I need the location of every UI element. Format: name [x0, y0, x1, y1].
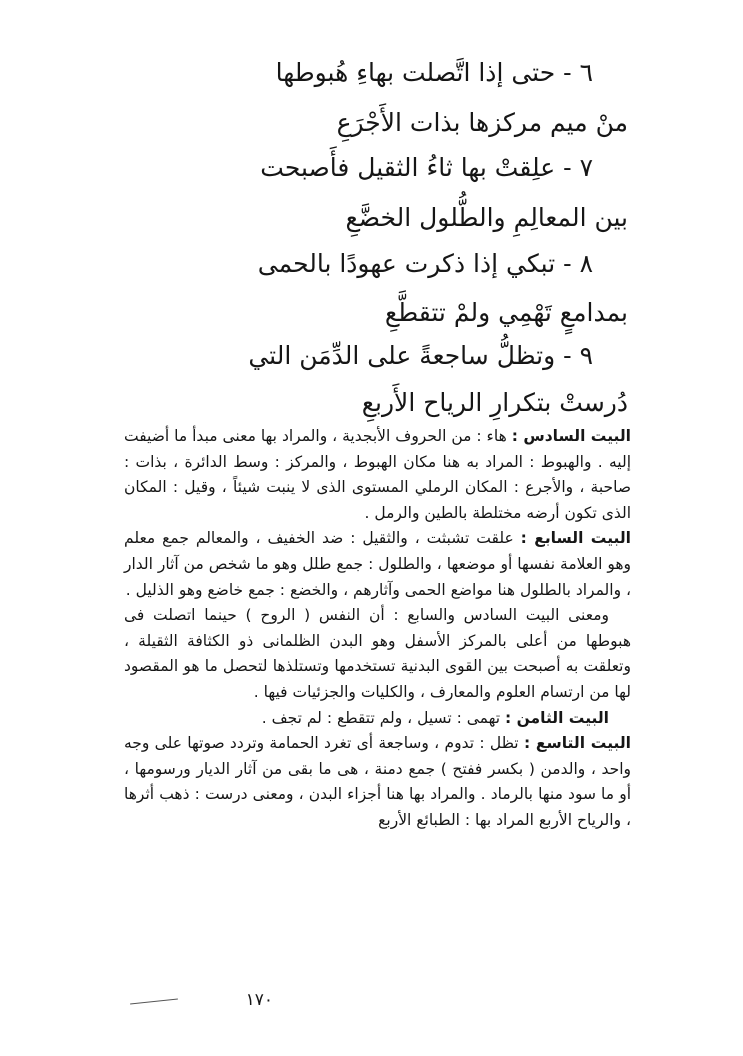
- verse-6-first-hemistich: [276, 55, 593, 91]
- verse-number: ٩: [579, 341, 593, 370]
- verse-text: - تبكي إذا ذكرت عهودًا بالحمى: [257, 249, 572, 278]
- page-number: ١٧٠: [245, 990, 273, 1010]
- verse-9-first-hemistich: [248, 338, 593, 374]
- verse-number: ٦: [579, 58, 593, 87]
- verse-text: - حتى إذا اتَّصلت بهاءِ هُبوطها: [275, 58, 572, 87]
- verse-number: ٨: [579, 249, 593, 278]
- commentary-block: [124, 424, 631, 834]
- commentary-heading: البيت السابع :: [520, 529, 631, 548]
- verse-text: - وتظلُّ ساجعةً على الدِّمَن التي: [248, 341, 572, 370]
- verse-8-first-hemistich: [258, 246, 593, 282]
- commentary-verse-6: [124, 424, 631, 526]
- page-footer: [130, 990, 613, 1030]
- verse-6-second-hemistich: منْ ميم مركزها بذات الأَجْرَعِ: [336, 108, 628, 137]
- commentary-heading: البيت السادس :: [511, 427, 631, 445]
- verse-text: - علِقتْ بها ثاءُ الثقيل فأَصبحت: [260, 153, 572, 182]
- verse-7-first-hemistich: [260, 150, 593, 186]
- verse-7-second-hemistich: بين المعالِمِ والطُّلول الخضَّعِ: [345, 203, 628, 232]
- commentary-verse-8: [124, 706, 631, 732]
- commentary-verse-7: [124, 526, 631, 603]
- commentary-text: تظل : تدوم ، وساجعة أى تغرد الحمامة وتردد صوتها على وجه واحد ، والدمن ( بكسر ففتح ) جمع دمنة ، هى ما بقى من آثار الديار ورسومها ، أو ما سود منها بالرماد . والمراد بها هنا أجزاء البدن ، ومعنى درست : ذهب أثرها ، والرياح الأربع المراد بها : الطبائع الأربع: [124, 734, 631, 829]
- verse-9-second-hemistich: دُرستْ بتكرارِ الرياح الأَربعِ: [361, 388, 628, 417]
- commentary-text: علقت تشبثت ، والثقيل : ضد الخفيف ، والمعالم جمع معلم وهو العلامة نفسها أو موضعها ، والطلول : جمع طلل وهو ما شخص من آثار الدار ، والمراد بالطلول هنا مواضع الحمى وآثارهم ، والخضع : جمع خاضع وهو الذليل .: [124, 529, 631, 599]
- commentary-heading: البيت التاسع :: [523, 734, 631, 753]
- commentary-verse-9: [124, 731, 631, 833]
- commentary-text: ومعنى البيت السادس والسابع : أن النفس ( الروح ) حينما اتصلت فى هبوطها من أعلى بالمركز الأسفل وهو البدن الظلمانى ذو الكثافة الثقيلة ، وتعلقت به أصبحت بين القوى البدنية تستخدمها وتستلذها لتحصل ما هو المقصود لها من ارتسام العلوم والمعارف ، والكليات والجزئيات فيها .: [124, 606, 631, 701]
- commentary-text: هاء : من الحروف الأبجدية ، والمراد بها معنى مبدأ ما أضيفت إليه . والهبوط : المراد به هنا مكان الهبوط ، والمركز : وسط الدائرة ، بذات : صاحبة ، والأجرع : المكان الرملي المستوى الذى لا ينبت شيئاً ، وقيل : المكان الذى تكون أرضه مختلطة بالطين والرمل .: [124, 427, 631, 522]
- commentary-meaning: [124, 603, 631, 705]
- verse-number: ٧: [579, 153, 593, 182]
- margin-pencil-mark: [130, 998, 178, 1004]
- verse-8-second-hemistich: بمدامعٍ تَهْمِي ولمْ تتقطَّعِ: [384, 298, 628, 327]
- commentary-heading: البيت الثامن :: [504, 708, 609, 727]
- commentary-text: تهمى : تسيل ، ولم تتقطع : لم تجف .: [261, 708, 505, 727]
